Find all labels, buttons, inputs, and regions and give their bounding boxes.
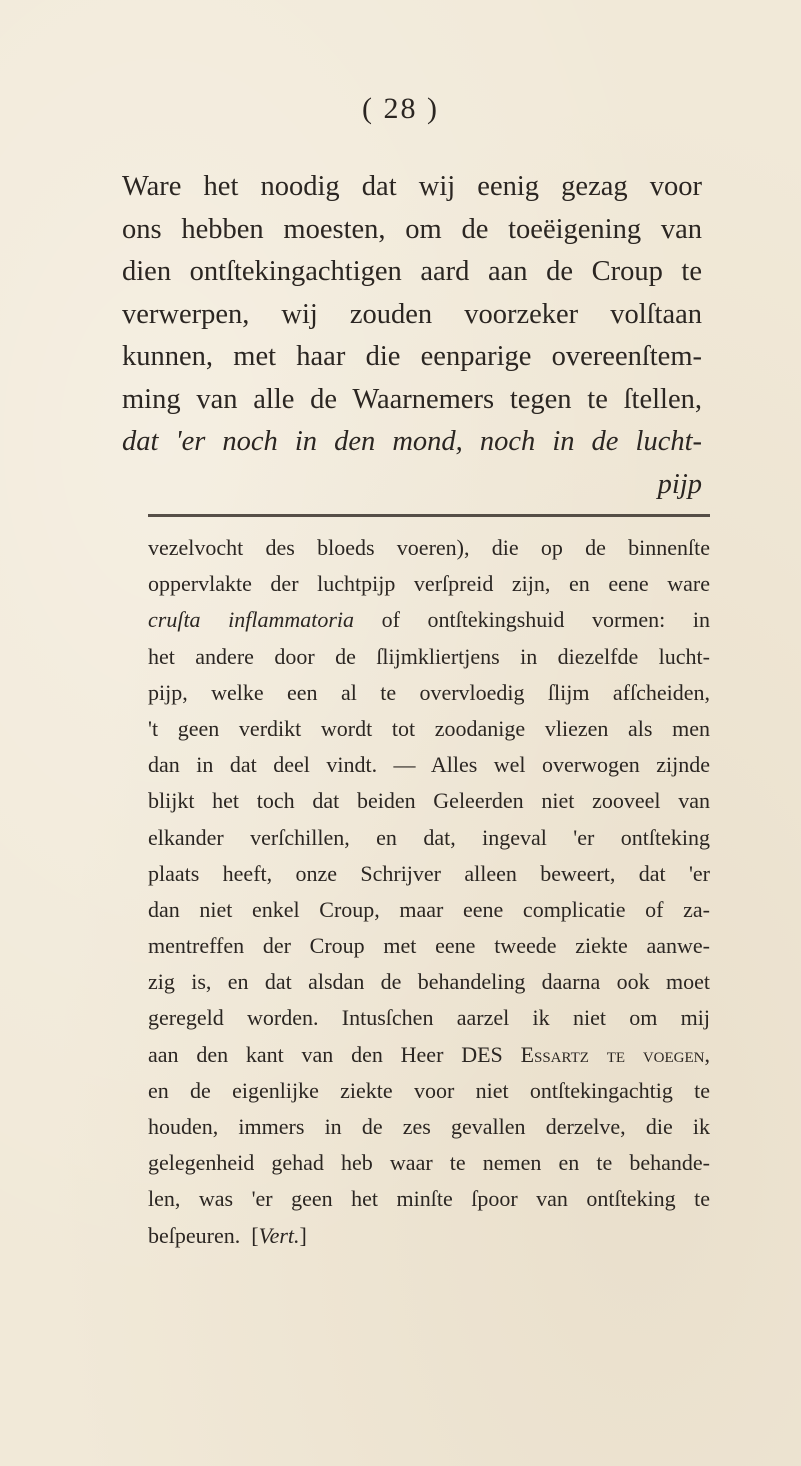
footnote-last-line — [148, 1218, 710, 1254]
footnote-line: 't geen verdikt wordt tot zoodanige vliezen als men — [148, 715, 710, 741]
main-text-italic-line: dat 'er noch in den mond, noch in de lucht- — [122, 426, 702, 457]
footnote-line: pijp, welke een al te overvloedig ſlijm afſcheiden, — [148, 679, 710, 705]
footnote-line — [148, 602, 710, 638]
author-name-prefix: DES — [461, 1041, 503, 1067]
footnote-line — [148, 1037, 710, 1073]
footnote-line: houden, immers in de zes gevallen derzelve, die ik — [148, 1114, 710, 1139]
footnote-line: elkander verſchillen, en dat, ingeval 'er ontſteking — [148, 824, 710, 850]
footnote-line: oppervlakte der luchtpijp verſpreid zijn, en eene ware — [148, 571, 710, 597]
translator-note-label: Vert. — [258, 1222, 300, 1248]
footnote-line-rest: of ontſtekingshuid vormen: in — [381, 607, 710, 633]
footnote-line: dan niet enkel Croup, maar eene complicatie of za- — [148, 896, 710, 922]
footnote-line: het andere door de ſlijmkliertjens in diezelfde lucht- — [148, 643, 710, 669]
footnote-line: mentreffen der Croup met eene tweede ziekte aanwe- — [148, 933, 710, 959]
footnote-italic-term: cruſta inflammatoria — [148, 607, 355, 633]
footnote-line: blijkt het toch dat beiden Geleerden niet zooveel van — [148, 788, 710, 814]
catchword: pijp — [657, 468, 702, 500]
footnote-line: geregeld worden. Intusſchen aarzel ik niet om mij — [148, 1005, 710, 1031]
footnote-line: en de eigenlijke ziekte voor niet ontſtekingachtig te — [148, 1077, 710, 1103]
author-name: Essartz te voegen, — [520, 1041, 711, 1067]
main-text-block — [122, 166, 702, 506]
main-text-line: Ware het noodig dat wij eenig gezag voor — [122, 171, 702, 202]
page-number: ( 28 ) — [362, 92, 439, 125]
main-text-line: kunnen, met haar die eenparige overeenſtem- — [122, 341, 702, 372]
footnote-line: len, was 'er geen het minſte ſpoor van ontſteking te — [148, 1186, 710, 1212]
main-text-line: verwerpen, wij zouden voorzeker volſtaan — [122, 298, 702, 330]
main-text-line: ming van alle de Waarnemers tegen te ſtellen, — [122, 383, 702, 415]
footnote-line: zig is, en dat alsdan de behandeling daarna ook moet — [148, 969, 710, 995]
translator-note-open: [ — [251, 1222, 259, 1248]
footnote-line: plaats heeft, onze Schrijver alleen beweert, dat 'er — [148, 860, 710, 886]
footnote-block — [148, 530, 710, 1254]
footnote-line: dan in dat deel vindt. — Alles wel overwogen zijnde — [148, 752, 710, 778]
footnote-line-start: aan den kant van den Heer — [148, 1041, 444, 1067]
footnote-line: gelegenheid gehad heb waar te nemen en te behande- — [148, 1150, 710, 1176]
main-text-line: dien ontſtekingachtigen aard aan de Croup te — [122, 256, 702, 287]
footnote-line: vezelvocht des bloeds voeren), die op de binnenſte — [148, 535, 710, 560]
translator-note-close: ] — [299, 1222, 307, 1248]
footnote-divider — [148, 514, 710, 517]
footnote-line-end: beſpeuren. — [148, 1222, 241, 1248]
main-text-line: ons hebben moesten, om de toeëigening van — [122, 213, 702, 245]
